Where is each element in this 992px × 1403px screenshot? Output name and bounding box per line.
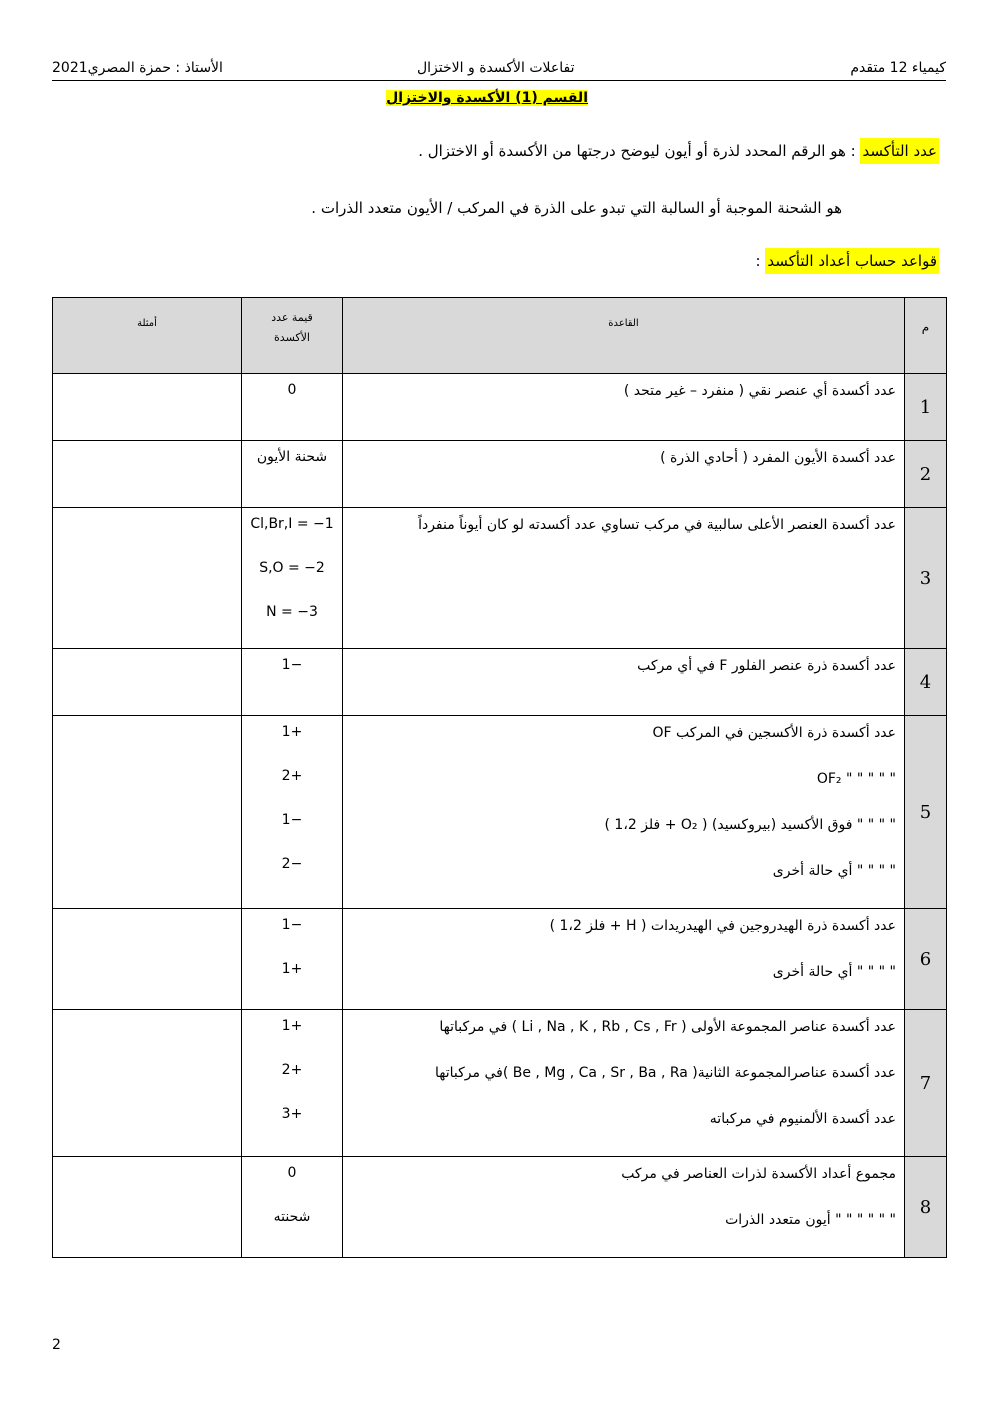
rule-text: عدد أكسدة ذرة عنصر الفلور F في أي مركب (637, 658, 896, 674)
header-num: م (905, 298, 947, 374)
rule-number: 7 (905, 1010, 947, 1157)
rules-heading-suffix: : (755, 252, 766, 270)
oxidation-value: −1 (281, 812, 303, 828)
oxidation-value: −1 (281, 917, 303, 933)
oxidation-value: −1 (281, 657, 303, 673)
table-row (53, 508, 947, 649)
rule-text: عدد أكسدة الأيون المفرد ( أحادي الذرة ) (660, 450, 896, 466)
rule-cell (343, 441, 905, 508)
rule-number: 2 (905, 441, 947, 508)
rule-cell (343, 649, 905, 716)
header-examples: أمثلة (53, 298, 242, 374)
oxidation-rules-table (52, 297, 947, 1258)
examples-cell (53, 508, 242, 649)
oxidation-value: شحنة الأيون (256, 449, 328, 465)
examples-cell (53, 909, 242, 1010)
rule-text: عدد أكسدة الألمنيوم في مركباته (709, 1111, 896, 1127)
rule-cell (343, 909, 905, 1010)
page-header (52, 58, 946, 81)
oxidation-value: N = −3 (266, 604, 318, 620)
rule-text: " " " " فوق الأكسيد (بيروكسيد) ( O₂ + فلز 1،2 ) (604, 817, 896, 833)
value-cell (242, 1010, 343, 1157)
rule-number: 8 (905, 1157, 947, 1258)
oxidation-value: +3 (281, 1106, 303, 1122)
rule-cell (343, 508, 905, 649)
oxidation-value: +2 (281, 768, 303, 784)
rule-text: عدد أكسدة ذرة الهيدروجين في الهيدريدات ( H + فلز 1،2 ) (549, 918, 896, 934)
rule-text: " " " " " OF₂ (816, 771, 896, 787)
oxidation-value: +2 (281, 1062, 303, 1078)
definition-term: عدد التأكسد (860, 138, 939, 164)
oxidation-value: +1 (281, 961, 303, 977)
examples-cell (53, 441, 242, 508)
definition-line-2: هو الشحنة الموجبة أو السالبة التي تبدو على الذرة في المركب / الأيون متعدد الذرات . (311, 199, 842, 217)
oxidation-value: 0 (287, 382, 297, 398)
rule-number: 1 (905, 374, 947, 441)
examples-cell (53, 1010, 242, 1157)
rule-number: 4 (905, 649, 947, 716)
oxidation-value: −2 (281, 856, 303, 872)
table-row (53, 374, 947, 441)
header-value: قيمة عدد الأكسدة (242, 298, 343, 374)
examples-cell (53, 716, 242, 909)
rule-cell (343, 1157, 905, 1258)
rule-text: عدد أكسدة عناصر المجموعة الأولى ( Li , Na , K , Rb , Cs , Fr ) في مركباتها (439, 1019, 896, 1035)
table-row (53, 649, 947, 716)
rule-text: مجموع أعداد الأكسدة لذرات العناصر في مركب (621, 1166, 896, 1182)
oxidation-value: +1 (281, 724, 303, 740)
rule-number: 5 (905, 716, 947, 909)
rule-cell (343, 1010, 905, 1157)
header-course: كيمياء 12 متقدم (850, 60, 946, 76)
header-topic: تفاعلات الأكسدة و الاختزال (417, 60, 575, 76)
table-row (53, 909, 947, 1010)
examples-cell (53, 649, 242, 716)
section-title: القسم (1) الأكسدة والاختزال (386, 90, 588, 106)
value-cell (242, 441, 343, 508)
value-cell (242, 1157, 343, 1258)
rule-cell (343, 374, 905, 441)
table-row (53, 441, 947, 508)
rule-number: 6 (905, 909, 947, 1010)
examples-cell (53, 1157, 242, 1258)
definition-text-1: : هو الرقم المحدد لذرة أو أيون ليوضح درجتها من الأكسدة أو الاختزال . (418, 142, 861, 160)
rules-heading (756, 252, 939, 270)
rule-cell (343, 716, 905, 909)
table-row (53, 1010, 947, 1157)
definition-line-1 (418, 142, 939, 160)
oxidation-value: +1 (281, 1018, 303, 1034)
rule-number: 3 (905, 508, 947, 649)
oxidation-value: 0 (287, 1165, 297, 1181)
value-cell (242, 374, 343, 441)
examples-cell (53, 374, 242, 441)
rule-text: " " " " " " أيون متعدد الذرات (725, 1212, 896, 1228)
oxidation-value: S,O = −2 (259, 560, 325, 576)
table-row (53, 1157, 947, 1258)
oxidation-value: Cl,Br,I = −1 (250, 516, 334, 532)
header-teacher: الأستاذ : حمزة المصري2021 (52, 60, 223, 76)
page-number: 2 (52, 1337, 61, 1353)
rule-text: " " " " أي حالة أخرى (772, 964, 896, 980)
value-cell (242, 649, 343, 716)
rule-text: " " " " أي حالة أخرى (772, 863, 896, 879)
value-cell (242, 508, 343, 649)
rule-text: عدد أكسدة ذرة الأكسجين في المركب OF (652, 725, 896, 741)
rule-text: عدد أكسدة أي عنصر نقي ( منفرد – غير متحد ) (623, 383, 896, 399)
value-cell (242, 909, 343, 1010)
rule-text: عدد أكسدة العنصر الأعلى سالبية في مركب تساوي عدد أكسدته لو كان أيوناً منفرداً (418, 517, 896, 533)
oxidation-value: شحنته (273, 1209, 311, 1225)
table-header-row (53, 298, 947, 374)
table-row (53, 716, 947, 909)
value-cell (242, 716, 343, 909)
rules-heading-term: قواعد حساب أعداد التأكسد (765, 248, 939, 274)
rule-text: عدد أكسدة عناصرالمجموعة الثانية( Be , Mg , Ca , Sr , Ba , Ra )في مركباتها (435, 1065, 896, 1081)
header-rule: القاعدة (343, 298, 905, 374)
